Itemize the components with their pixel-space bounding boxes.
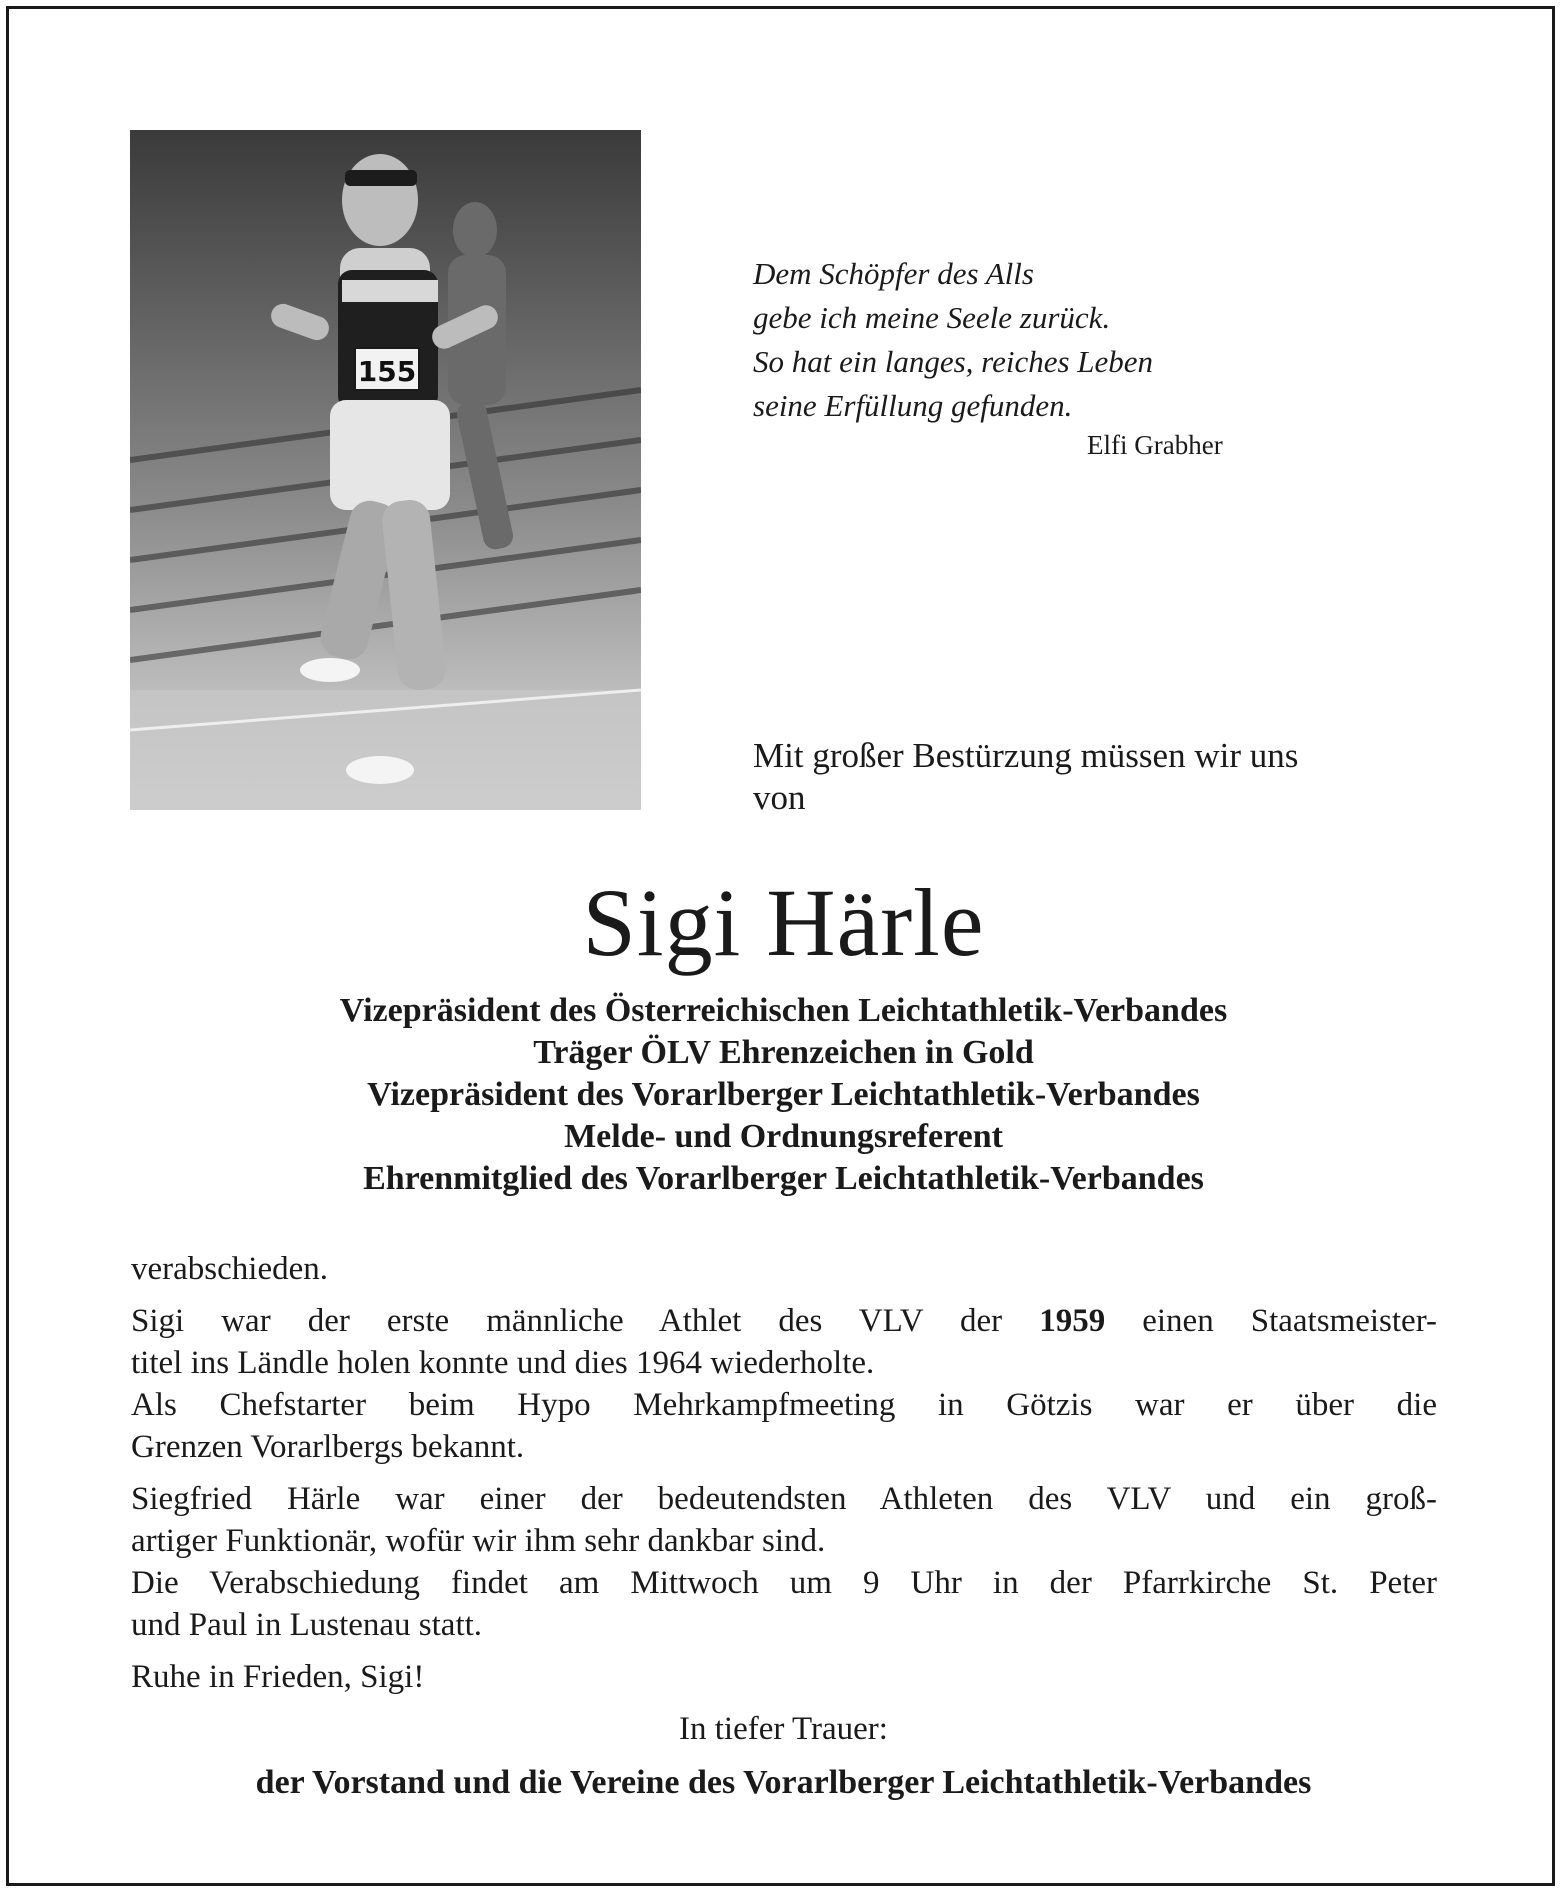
body-line: Siegfried Härle war einer der bedeutendsten Athleten des VLV und ein groß- [131,1481,1437,1517]
runner-photo [130,130,641,810]
body-line: Als Chefstarter beim Hypo Mehrkampfmeeting in Götzis war er über die [131,1387,1437,1423]
intro-line-2: von [753,778,806,817]
paragraph-tribute [131,1478,1437,1646]
obituary-body [131,1248,1437,1708]
deceased-name: Sigi Härle [582,869,985,976]
quote-author: Elfi Grabher [1087,430,1223,460]
title-line: Melde- und Ordnungsreferent [564,1118,1003,1155]
mourners-signature: der Vorstand und die Vereine des Vorarlberger Leichtathletik-Verbandes [255,1764,1312,1801]
body-line: Grenzen Vorarlbergs bekannt. [131,1429,525,1465]
closing-text: Ruhe in Frieden, Sigi! [131,1659,425,1695]
year-highlight: 1959 [1039,1303,1106,1339]
honorary-titles [0,990,1567,1200]
body-line: und Paul in Lustenau statt. [131,1607,483,1643]
body-line [131,1300,1437,1342]
mourning-label: In tiefer Trauer: [679,1711,888,1747]
quote-line: Dem Schöpfer des Alls [753,256,1034,291]
intro-text [753,735,1453,819]
bib-number: 155 [357,355,417,388]
title-line: Vizepräsident des Vorarlberger Leichtathletik-Verbandes [367,1076,1200,1113]
intro-line-1: Mit großer Bestürzung müssen wir uns [753,736,1299,775]
title-line: Träger ÖLV Ehrenzeichen in Gold [533,1034,1034,1071]
quote-line: gebe ich meine Seele zurück. [753,300,1111,335]
title-line: Ehrenmitglied des Vorarlberger Leichtathletik-Verbandes [363,1160,1204,1197]
paragraph-career [131,1300,1437,1468]
body-text: Sigi war der erste männliche Athlet des VLV der [131,1303,1003,1339]
body-text: einen Staatsmeister- [1142,1303,1438,1339]
quote-line: So hat ein langes, reiches Leben [753,344,1154,379]
farewell-text: verabschieden. [131,1251,328,1287]
runner-photo-illustration [130,130,641,810]
quote-line: seine Erfüllung gefunden. [753,388,1073,423]
body-line: artiger Funktionär, wofür wir ihm sehr dankbar sind. [131,1523,826,1559]
memorial-quote [753,252,1273,428]
body-line: titel ins Ländle holen konnte und dies 1964 wiederholte. [131,1345,875,1381]
body-line: Die Verabschiedung findet am Mittwoch um 9 Uhr in der Pfarrkirche St. Peter [131,1565,1437,1601]
title-line: Vizepräsident des Österreichischen Leichtathletik-Verbandes [339,992,1228,1029]
